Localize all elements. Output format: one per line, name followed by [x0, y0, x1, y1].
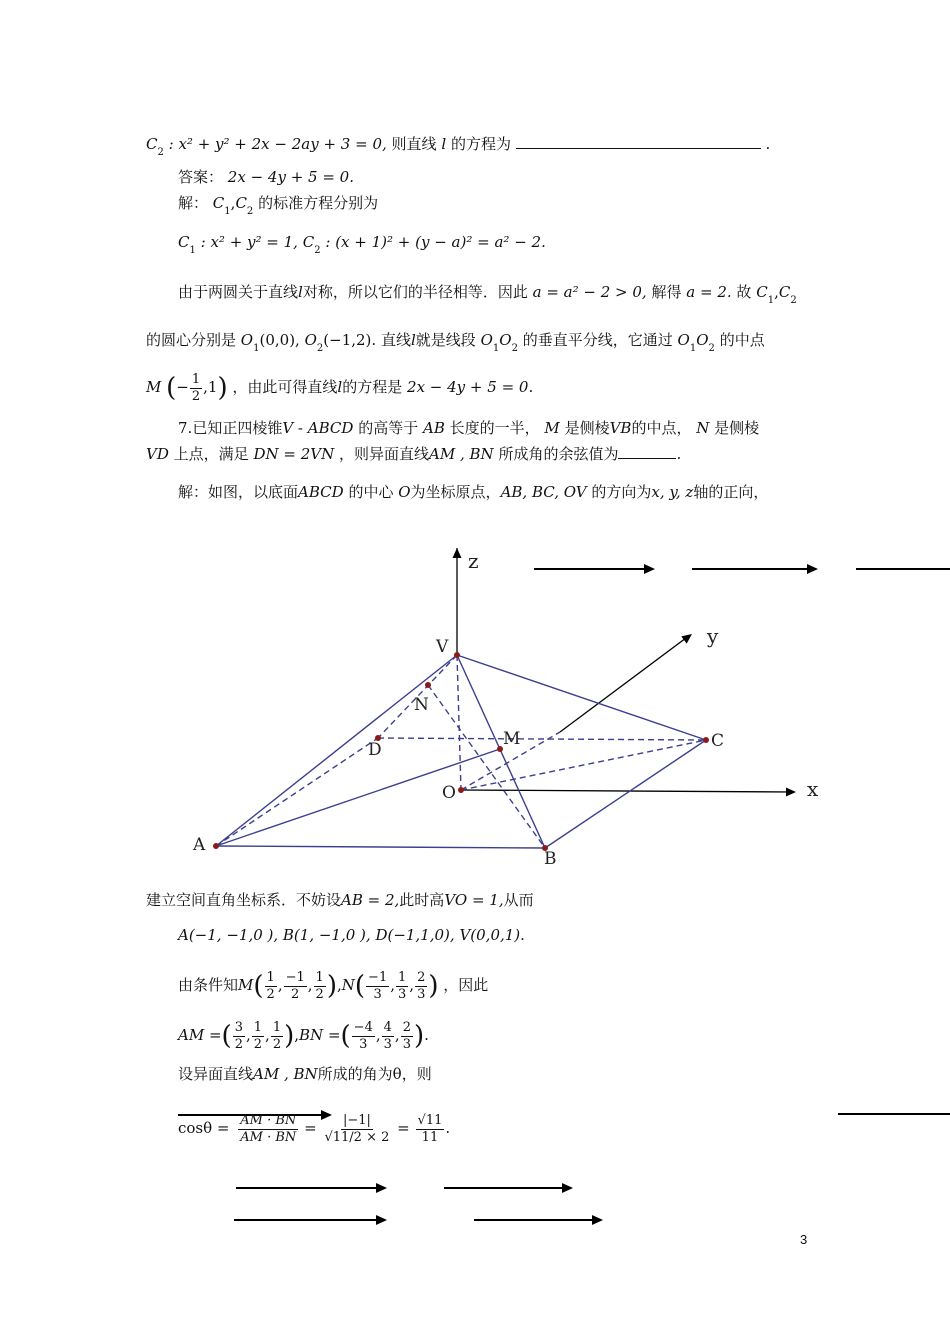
angle-setup-line [178, 1064, 432, 1084]
c1-standard-equation: : x² + y² = 1, [200, 233, 298, 251]
two: 2 [353, 1129, 362, 1145]
segment-sub-2: 2 [708, 343, 715, 354]
decorative-arrow-line [838, 1113, 950, 1115]
m-coordinate [265, 970, 277, 1003]
paragraph-midpoint [146, 371, 533, 405]
question-text: 已知正四棱锥 [192, 419, 283, 437]
y-axis [560, 635, 690, 732]
cos-fraction-3 [416, 1113, 445, 1146]
o2-coords: (−1,2). [323, 331, 377, 349]
z-axis-arrowhead [453, 548, 462, 558]
segment-sub-2: 2 [511, 343, 518, 354]
am-component [271, 1020, 283, 1053]
c2-subscript: 2 [157, 147, 164, 158]
c2-symbol: C [778, 283, 791, 301]
question-text: 的中点， [631, 419, 692, 437]
segment-o1: O [480, 331, 493, 349]
m-coordinates: $\frac{1}{2}$ , $\frac{-1}{2}$ , $\frac{1}{2}$ [266, 969, 324, 1002]
label-O: O [442, 783, 456, 803]
paren-close: ) [284, 1021, 295, 1051]
label-y: y [707, 624, 719, 648]
denominator: 3 [383, 1036, 392, 1052]
radius-equation: a = a² − 2 > 0, [532, 283, 647, 301]
coord-text: 建立空间直角坐标系．不妨设 [146, 891, 342, 909]
denominator: 2 [272, 1036, 282, 1052]
decorative-arrow-line [444, 1187, 562, 1189]
paragraph-centers [146, 330, 765, 353]
denominator: 3 [402, 1036, 411, 1052]
o2-symbol: O [304, 331, 317, 349]
x-axis [461, 790, 793, 792]
c1-symbol: C [756, 283, 768, 301]
standard-equations [178, 232, 546, 255]
point-o [458, 787, 464, 793]
edge-vc [457, 655, 706, 740]
dn-condition: DN = 2VN [253, 445, 335, 463]
numerator: 1 [266, 969, 275, 985]
c2-symbol: C [146, 135, 158, 153]
result-denominator: 11 [421, 1129, 439, 1145]
decorative-arrow-head [376, 1183, 387, 1193]
paragraph-radius [178, 282, 797, 305]
para-text: 的垂直平分线，它通过 [522, 331, 673, 349]
para-text: ，由此可得直线 [232, 378, 338, 396]
segment-nb [428, 685, 545, 848]
paren-open: ( [354, 971, 366, 1001]
segment-o2: O [499, 331, 512, 349]
points-coordinates: A(−1, −1,0 ), B(1, −1,0 ), D(−1,1,0), V(0,0,1). [178, 926, 525, 944]
question-number: 7. [178, 419, 193, 437]
am-component [252, 1020, 264, 1053]
line-equation: 2x − 4y + 5 = 0. [407, 378, 534, 396]
condition-text: ，因此 [443, 976, 489, 994]
bn-component [401, 1020, 413, 1053]
cos-fraction-1 [238, 1113, 298, 1146]
cos-fraction-2 [322, 1113, 391, 1146]
times-two: × 2 [366, 1129, 390, 1145]
equals: = [304, 1119, 317, 1137]
denominator: 3 [398, 986, 407, 1002]
para-text: 故 [736, 283, 752, 301]
vb-symbol: VB [609, 419, 632, 437]
point-a [213, 843, 219, 849]
c1-subscript: 1 [189, 245, 196, 256]
coord-text: 从而 [503, 891, 534, 909]
m-symbol: M [238, 976, 254, 994]
point-v [454, 652, 460, 658]
fraction-half [190, 372, 202, 405]
n-coordinates: $\frac{-1}{3}$ , $\frac{1}{3}$ , $\frac{2}{3}$ [368, 969, 426, 1002]
denominator: 2 [253, 1036, 263, 1052]
denominator: 2 [191, 388, 201, 404]
para-text: 的圆心分别是 [146, 331, 237, 349]
midpoint-y: ,1 [203, 378, 218, 396]
m-symbol: M [544, 419, 560, 437]
paren-close: ) [413, 1021, 425, 1051]
figure-labels [192, 549, 819, 869]
bn-component [352, 1020, 375, 1053]
solution-text: 的中心 [348, 483, 394, 501]
decorative-arrow-line [234, 1219, 376, 1221]
pyramid-figure [0, 540, 950, 870]
o1-subscript: 1 [253, 343, 260, 354]
n-coordinate [415, 970, 427, 1003]
c2-standard-equation: : (x + 1)² + (y − a)² = a² − 2. [325, 233, 546, 251]
vo-value: VO = 1, [444, 891, 504, 909]
line-l-symbol: l [410, 331, 416, 349]
c2-subscript: 2 [314, 245, 321, 256]
n-symbol: N [696, 419, 710, 437]
c2-subscript: 2 [790, 295, 797, 306]
edge-bc [545, 740, 706, 848]
denominator: 2 [234, 1036, 243, 1052]
answer-line [178, 167, 354, 187]
bn-components: $\frac{-4}{3}$ , $\frac{4}{3}$ , $\frac{2}{3}$ [353, 1019, 411, 1052]
question-text: 上点，满足 [173, 445, 249, 463]
axes-names: x, y, z [651, 483, 694, 501]
am-vector-label: AM = [178, 1026, 222, 1044]
numerator: 3 [234, 1019, 243, 1035]
question-7-line-1 [178, 418, 759, 438]
label-M: M [503, 729, 521, 749]
paren-open: ( [253, 971, 264, 1001]
ab-symbol: AB [422, 419, 445, 437]
question-text: 是侧棱 [714, 419, 760, 437]
n-coordinate [366, 970, 389, 1003]
o-symbol: O [398, 483, 411, 501]
y-axis-arrowhead [681, 634, 692, 644]
label-A: A [193, 835, 206, 855]
height-vo [457, 655, 461, 790]
solution-text: 解：如图，以底面 [178, 483, 299, 501]
numerator: 1 [253, 1019, 263, 1035]
cos-formula [178, 1102, 450, 1154]
label-B: B [544, 849, 557, 869]
solution-text: 的标准方程分别为 [258, 194, 379, 212]
edge-ad [216, 738, 378, 846]
m-symbol: M [146, 378, 162, 396]
c1-subscript: 1 [767, 295, 775, 306]
denominator: 3 [417, 986, 426, 1002]
point-n [425, 682, 431, 688]
label-N: N [414, 695, 429, 715]
cos-lhs: cosθ = [178, 1119, 230, 1137]
denominator: 2 [266, 986, 275, 1002]
solution-text: 的方向为 [591, 483, 652, 501]
period: . [445, 1119, 451, 1137]
abs-value: |−1| [342, 1112, 371, 1128]
figure-lines [216, 548, 796, 848]
o1-symbol: O [240, 331, 254, 349]
period: . [765, 135, 771, 153]
am-bn-symbols: AM , BN [253, 1065, 318, 1083]
question-7-line-2 [146, 444, 681, 464]
answer-value: 2x − 4y + 5 = 0. [227, 168, 354, 186]
bn-vector-label: BN = [299, 1026, 341, 1044]
c2-symbol: C [302, 233, 315, 251]
bn-component [382, 1020, 394, 1053]
vd-symbol: VD [146, 445, 169, 463]
condition-text: 由条件知 [178, 976, 239, 994]
angle-text: 设异面直线 [178, 1065, 254, 1083]
decorative-arrow-line [236, 1187, 376, 1189]
solution-label: 解： [178, 194, 209, 212]
para-text: 对称，所以它们的半径相等．因此 [302, 283, 528, 301]
paren-close: ) [326, 971, 337, 1001]
decorative-arrow-head [376, 1215, 387, 1225]
numerator: 1 [398, 969, 407, 985]
numerator: −4 [353, 1019, 373, 1035]
point-c [703, 737, 709, 743]
para-text: 解得 [651, 283, 682, 301]
paren-open: ( [340, 1021, 351, 1051]
base-name: ABCD [298, 483, 344, 501]
segment-o1: O [677, 331, 690, 349]
a-value: a = 2. [686, 283, 732, 301]
page-number: 3 [800, 1232, 808, 1247]
norm-product: AM · BN [240, 1129, 297, 1145]
angle-text: 所成的角为θ，则 [317, 1065, 432, 1083]
m-coordinate [284, 970, 307, 1003]
coord-setup-line [146, 890, 534, 910]
denominator: 3 [373, 986, 382, 1002]
circle-c2-line [146, 134, 770, 157]
numerator: 1 [272, 1019, 282, 1035]
edge-va [216, 655, 457, 846]
answer-blank [618, 444, 676, 459]
edge-dc [378, 738, 706, 740]
condition-line: 由条件知M( $\frac{1}{2}$ , $\frac{-1}{2}$ , $\frac{1}{2}$ ),N( $\frac{-1}{3}$ , $\frac{1}{3}$ , $\frac{2}{3}$ ) ，因此 [178, 969, 489, 1002]
x-axis-arrowhead [786, 787, 796, 796]
edge-ab [216, 846, 545, 848]
solution-7-line [178, 482, 768, 502]
equals: = [397, 1119, 410, 1137]
am-component [233, 1020, 245, 1053]
comma: , [774, 283, 779, 301]
decorative-arrow-head [562, 1183, 573, 1193]
comma: , [230, 194, 236, 212]
o1-coords: (0,0), [259, 331, 300, 349]
c2-equation: : x² + y² + 2x − 2ay + 3 = 0, [168, 135, 387, 153]
segment-am [216, 749, 500, 846]
question-text: 是侧棱 [564, 419, 610, 437]
solution-line-1 [178, 193, 378, 216]
para-text: 的方程是 [342, 378, 403, 396]
segment-sub-1: 1 [689, 343, 697, 354]
label-C: C [711, 731, 725, 751]
line-l-symbol: l [337, 378, 343, 396]
label-x: x [807, 777, 819, 801]
m-coordinate [314, 970, 326, 1003]
c2-subscript: 2 [246, 206, 254, 217]
line-l-symbol: l [298, 283, 303, 301]
para-text: 的中点 [719, 331, 765, 349]
line-l-symbol: l [441, 135, 447, 153]
paren-open: ( [166, 373, 177, 403]
n-coordinate [396, 970, 408, 1003]
numerator: 2 [417, 969, 426, 985]
label-V: V [436, 637, 449, 657]
answer-label: 答案： [178, 168, 224, 186]
segment-sub-1: 1 [492, 343, 500, 354]
question-text: 的高等于 [358, 419, 419, 437]
question-text: 所成角的余弦值为 [498, 445, 619, 463]
denominator-2: √11/2 × 2 [324, 1129, 390, 1145]
c1-symbol: C [212, 194, 225, 212]
result-numerator: √11 [417, 1112, 443, 1128]
n-symbol: N [341, 976, 355, 994]
para-text: 就是线段 [415, 331, 476, 349]
pyramid-name: V - ABCD [282, 419, 354, 437]
direction-vectors: AB, BC, OV [500, 483, 587, 501]
c2-symbol: C [235, 194, 247, 212]
paren-close: ) [217, 373, 228, 403]
segment-o2: O [696, 331, 709, 349]
decorative-arrow-head [592, 1215, 603, 1225]
para-text: 直线 [380, 331, 411, 349]
denominator: 2 [315, 986, 324, 1002]
answer-blank [516, 134, 761, 149]
am-bn-symbols: AM , BN [429, 445, 494, 463]
numerator: 4 [383, 1019, 392, 1035]
dot-product: AM · BN [240, 1112, 297, 1128]
coord-text: 此时高 [399, 891, 445, 909]
label-z: z [468, 549, 479, 573]
solution-text: 轴的正向， [693, 483, 769, 501]
numerator: 1 [315, 969, 324, 985]
decorative-arrow-line [474, 1219, 592, 1221]
paren-close: ) [428, 971, 439, 1001]
numerator: 2 [402, 1019, 411, 1035]
numerator: −1 [368, 969, 388, 985]
ab-value: AB = 2, [341, 891, 400, 909]
solution-text: 为坐标原点， [410, 483, 501, 501]
denominator: 2 [291, 986, 300, 1002]
numerator: 1 [191, 371, 201, 387]
sqrt11: √11 [324, 1129, 350, 1145]
o2-subscript: 2 [316, 343, 324, 354]
question-text: 长度的一半， [449, 419, 540, 437]
paren-open: ( [221, 1021, 232, 1051]
denominator: 3 [359, 1036, 368, 1052]
minus-sign: − [176, 378, 189, 396]
label-D: D [368, 740, 382, 760]
numerator: −1 [285, 969, 305, 985]
question-text: 则直线 [391, 135, 437, 153]
am-components: $\frac{3}{2}$ , $\frac{1}{2}$ , $\frac{1}{2}$ [234, 1019, 282, 1052]
question-text: ，则异面直线 [338, 445, 429, 463]
c1-subscript: 1 [224, 206, 231, 217]
period: . [676, 445, 682, 463]
c1-symbol: C [178, 233, 190, 251]
para-text: 由于两圆关于直线 [178, 283, 299, 301]
vectors-line: AM =( $\frac{3}{2}$ , $\frac{1}{2}$ , $\frac{1}{2}$ ),BN =( $\frac{-4}{3}$ , $\frac{4}{3}$ , $\frac{2}{3}$ ). [178, 1019, 429, 1052]
question-text-2: 的方程为 [450, 135, 511, 153]
